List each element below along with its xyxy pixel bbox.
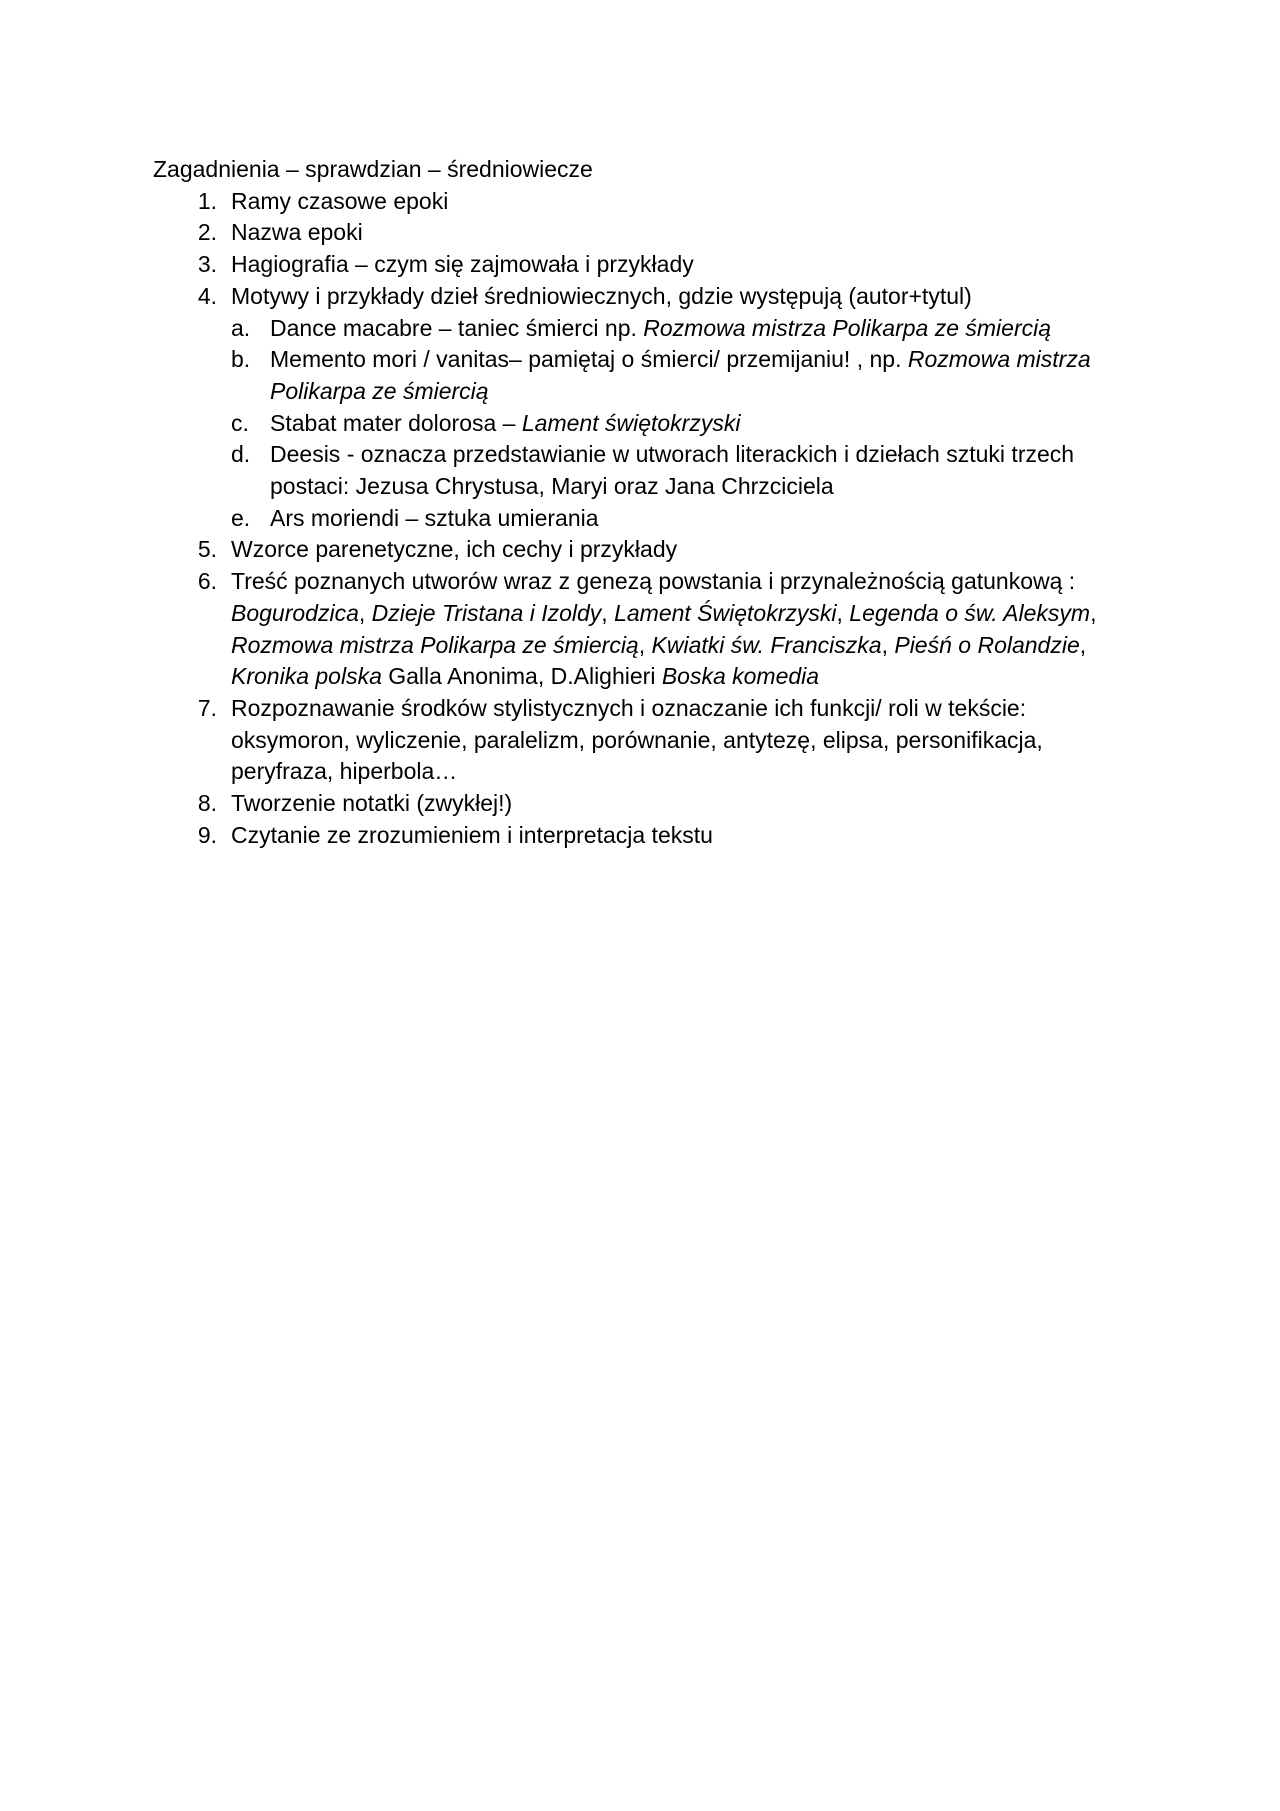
title-reference: Lament świętokrzyski: [521, 409, 741, 436]
list-item: [153, 820, 1143, 852]
text-run: Ramy czasowe epoki: [231, 187, 449, 214]
list-number: 4.: [197, 282, 217, 309]
title-reference: Rozmowa mistrza Polikarpa ze śmiercią: [643, 314, 1052, 341]
list-item: [153, 693, 1143, 788]
sub-list-item: [231, 313, 1143, 345]
title-reference: Legenda o św. Aleksym: [849, 599, 1091, 626]
list-item: [153, 566, 1143, 693]
list-number: 1.: [197, 187, 217, 214]
text-run: Dance macabre – taniec śmierci np.: [270, 314, 644, 341]
title-reference: Pieśń o Rolandzie: [894, 631, 1080, 658]
title-reference: Lament Świętokrzyski: [614, 599, 837, 626]
list-item-text: [231, 695, 1043, 784]
sub-list-letter: e.: [231, 504, 251, 531]
text-run: ,: [638, 631, 652, 658]
text-run: Motywy i przykłady dzieł średniowiecznych, gdzie występują (autor+tytul): [231, 282, 972, 309]
list-item: [153, 534, 1143, 566]
list-item-text: [231, 536, 677, 562]
sub-list-item: [231, 408, 1143, 440]
list-item: [153, 217, 1143, 249]
list-item-text: [231, 219, 363, 245]
list-number: 8.: [197, 790, 217, 817]
sub-list-item-text: [270, 441, 1074, 499]
list-item-text: [231, 188, 448, 214]
text-run: Memento mori / vanitas– pamiętaj o śmierci/ przemijaniu! , np.: [270, 346, 908, 373]
sub-list: [231, 313, 1143, 535]
title-reference: Bogurodzica: [231, 599, 359, 626]
sub-list-item-text: [270, 346, 1091, 404]
sub-list-item: [231, 503, 1143, 535]
sub-list-item: [231, 344, 1143, 407]
title-reference: Rozmowa mistrza Polikarpa ze śmiercią: [231, 631, 639, 658]
text-run: Nazwa epoki: [231, 219, 363, 246]
text-run: Galla Anonima, D.Alighieri: [381, 663, 662, 690]
sub-list-letter: c.: [231, 409, 249, 436]
sub-list-item-text: [270, 315, 1051, 341]
sub-list-item: [231, 439, 1143, 502]
sub-list-letter: b.: [231, 346, 251, 373]
text-run: ,: [1079, 631, 1087, 658]
list-number: 5.: [197, 536, 217, 563]
list-item-text: [231, 283, 972, 309]
list-number: 6.: [197, 568, 217, 595]
list-item: [153, 281, 1143, 535]
title-reference: Dzieje Tristana i Izoldy: [371, 599, 602, 626]
text-run: ,: [1090, 599, 1097, 626]
text-run: Wzorce parenetyczne, ich cechy i przykłady: [231, 536, 678, 563]
list-number: 3.: [197, 251, 217, 278]
text-run: Ars moriendi – sztuka umierania: [270, 504, 599, 531]
text-run: ,: [836, 599, 850, 626]
title-reference: Rozmowa mistrza Polikarpa ze śmiercią: [270, 346, 1091, 404]
topic-list: [153, 186, 1143, 852]
list-item-text: [231, 822, 713, 848]
list-item: [153, 788, 1143, 820]
list-item: [153, 249, 1143, 281]
text-run: ,: [601, 599, 615, 626]
sub-list-item-text: [270, 410, 740, 436]
list-item-text: [231, 568, 1096, 689]
text-run: Stabat mater dolorosa –: [270, 409, 522, 436]
text-run: Hagiografia – czym się zajmowała i przykłady: [231, 251, 694, 278]
text-run: Tworzenie notatki (zwykłej!): [231, 790, 513, 817]
text-run: Deesis - oznacza przedstawianie w utworach literackich i dziełach sztuki trzech postaci: Jezusa Chrystusa, Maryi oraz Jana Chrzciciela: [270, 441, 1075, 500]
list-number: 9.: [197, 821, 217, 848]
list-number: 2.: [197, 219, 217, 246]
list-number: 7.: [197, 694, 217, 721]
list-item-text: [231, 251, 694, 277]
sub-list-item-text: [270, 505, 599, 531]
document-title: Zagadnienia – sprawdzian – średniowiecze: [153, 156, 593, 182]
title-reference: Boska komedia: [661, 663, 820, 690]
sub-list-letter: a.: [231, 314, 251, 341]
text-run: ,: [881, 631, 895, 658]
title-reference: Kronika polska: [231, 663, 382, 690]
text-run: ,: [358, 599, 372, 626]
text-run: Treść poznanych utworów wraz z genezą powstania i przynależnością gatunkową :: [231, 568, 1076, 595]
text-run: Czytanie ze zrozumieniem i interpretacja tekstu: [231, 821, 713, 848]
title-reference: Kwiatki św. Franciszka: [651, 631, 882, 658]
list-item: [153, 186, 1143, 218]
document-body: [153, 154, 1143, 851]
text-run: Rozpoznawanie środków stylistycznych i oznaczanie ich funkcji/ roli w tekście: oksymoron, wyliczenie, paralelizm, porównanie, antytezę, elipsa, personifikacja, peryfraza, hiperbola…: [231, 694, 1043, 785]
list-item-text: [231, 790, 512, 816]
sub-list-letter: d.: [231, 441, 251, 468]
